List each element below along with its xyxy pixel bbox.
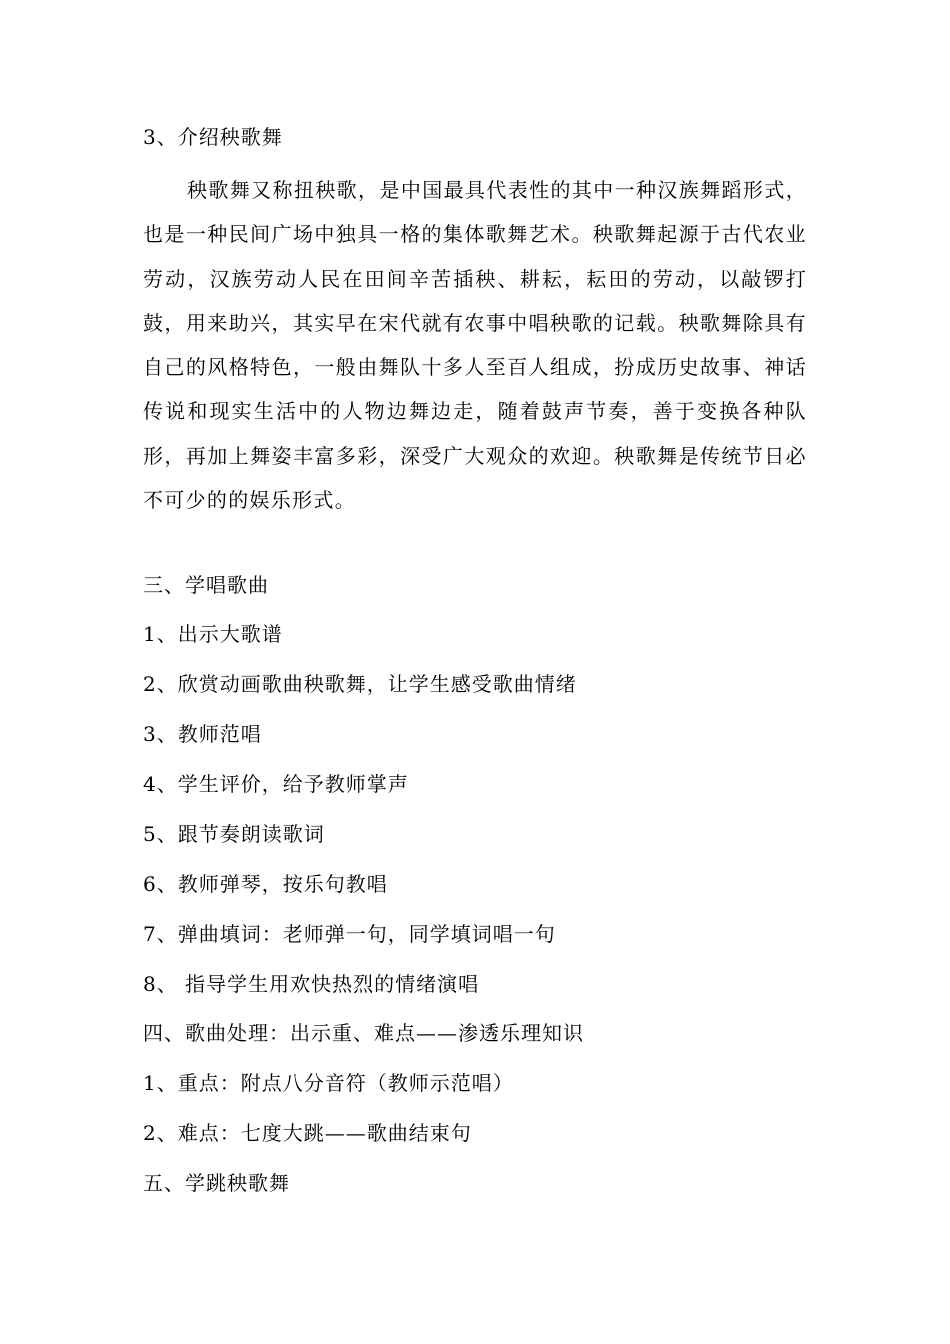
- list-item: 6、教师弹琴，按乐句教唱: [143, 872, 388, 896]
- intro-heading: 3、介绍秧歌舞: [143, 125, 283, 149]
- list-item: 5、跟节奏朗读歌词: [143, 822, 325, 846]
- list-item: 2、难点：七度大跳——歌曲结束句: [143, 1121, 472, 1145]
- list-item: 7、弹曲填词：老师弹一句，同学填词唱一句: [143, 922, 556, 946]
- list-item: 1、重点：附点八分音符（教师示范唱）: [143, 1071, 514, 1095]
- section-3-heading: 三、学唱歌曲: [143, 573, 269, 597]
- list-item: 8、 指导学生用欢快热烈的情绪演唱: [143, 972, 480, 996]
- section-4-heading: 四、歌曲处理：出示重、难点——渗透乐理知识: [143, 1021, 584, 1045]
- section-5-heading: 五、学跳秧歌舞: [143, 1171, 290, 1195]
- list-item: 4、学生评价，给予教师掌声: [143, 772, 409, 796]
- list-item: 1、出示大歌谱: [143, 622, 283, 646]
- list-item: 3、教师范唱: [143, 722, 262, 746]
- intro-paragraph: 秧歌舞又称扭秧歌，是中国最具代表性的其中一种汉族舞蹈形式，也是一种民间广场中独具一格的集体歌舞艺术。秧歌舞起源于古代农业劳动，汉族劳动人民在田间辛苦插秧、耕耘，耘田的劳动，以敲锣打鼓，用来助兴，其实早在宋代就有农事中唱秧歌的记载。秧歌舞除具有自己的风格特色，一般由舞队十多人至百人组成，扮成历史故事、神话传说和现实生活中的人物边舞边走，随着鼓声节奏，善于变换各种队形，再加上舞姿丰富多彩，深受广大观众的欢迎。秧歌舞是传统节日必不可少的的娱乐形式。: [143, 178, 807, 513]
- list-item: 2、欣赏动画歌曲秧歌舞，让学生感受歌曲情绪: [143, 672, 577, 696]
